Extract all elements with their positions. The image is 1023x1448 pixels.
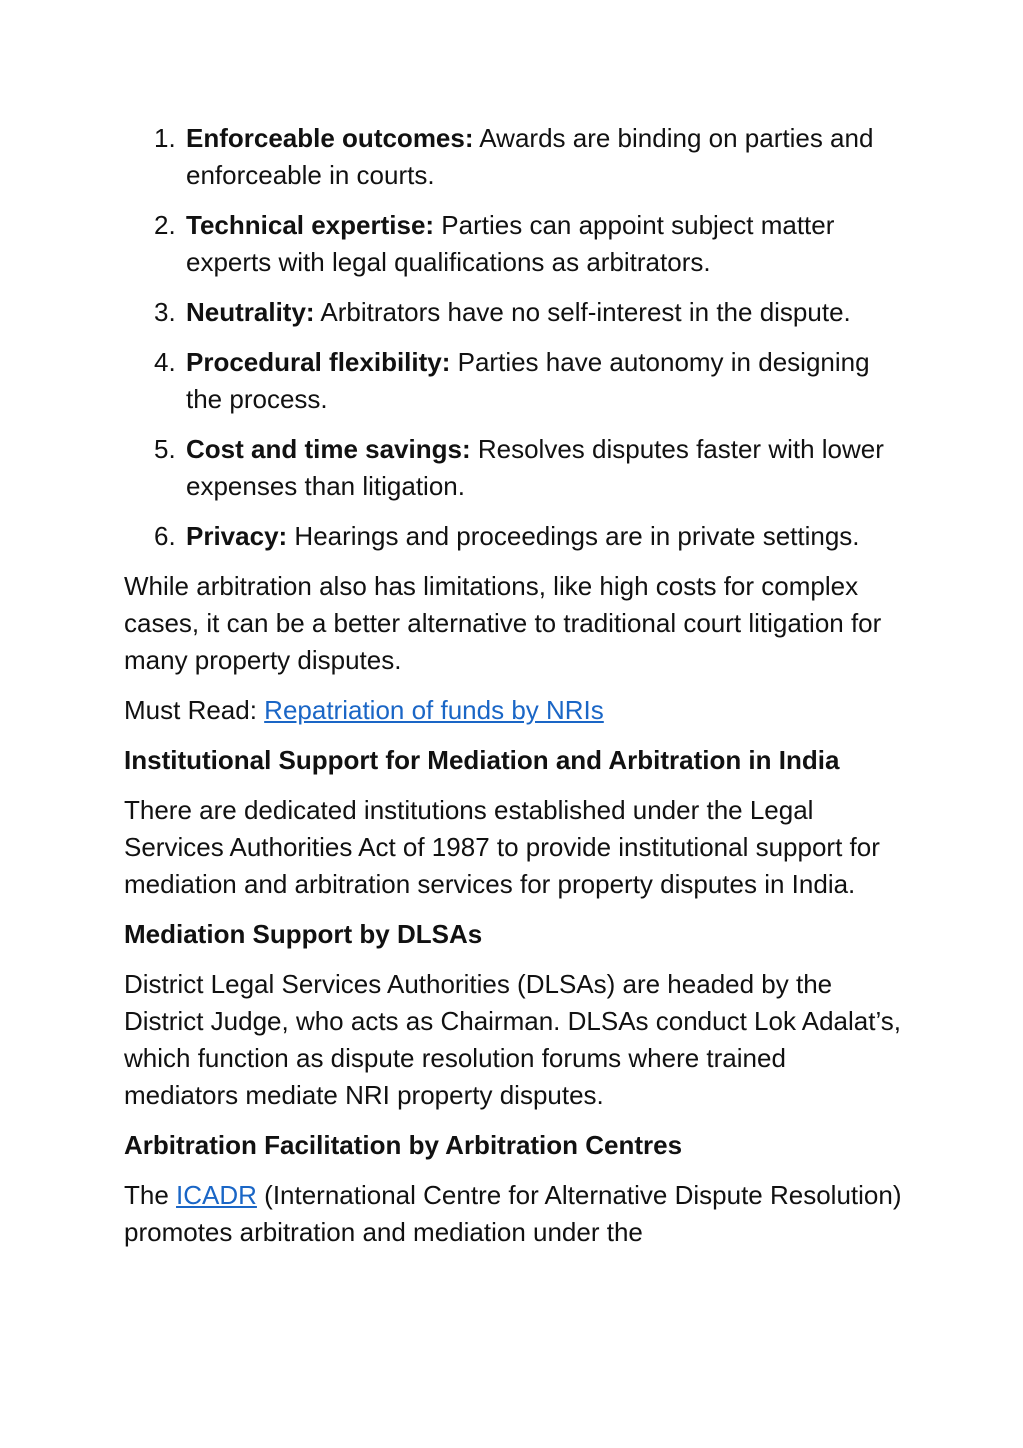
list-item [124,518,904,555]
list-item-text: Hearings and proceedings are in private settings. [287,521,860,551]
list-item [124,120,904,194]
limitations-paragraph: While arbitration also has limitations, like high costs for complex cases, it can be a better alternative to traditional court litigation for many property disputes. [124,571,882,675]
list-item-text: Parties can appoint subject matter experts with legal qualifications as arbitrators. [186,210,835,277]
document-page [124,120,904,1264]
list-item-title: Neutrality: [186,297,315,327]
list-item [124,207,904,281]
list-number: 2. [154,210,176,240]
arbitration-suffix: (International Centre for Alternative Dispute Resolution) promotes arbitration and mediation under the [124,1180,902,1247]
must-read-line [124,692,904,729]
list-item-title: Privacy: [186,521,288,551]
list-item-text: Arbitrators have no self-interest in the dispute. [314,297,851,327]
must-read-label: Must Read: [124,695,265,725]
institutional-support-heading: Institutional Support for Mediation and Arbitration in India [124,745,840,775]
list-item-text: Parties have autonomy in designing the process. [186,347,870,414]
list-number: 5. [154,434,176,464]
list-number: 3. [154,297,176,327]
list-item-text: Resolves disputes faster with lower expenses than litigation. [186,434,884,501]
list-item-title: Procedural flexibility: [186,347,451,377]
list-item [124,344,904,418]
list-number: 6. [154,521,176,551]
dlsa-heading: Mediation Support by DLSAs [124,919,483,949]
icadr-link[interactable]: ICADR [176,1180,257,1210]
list-item-text: Awards are binding on parties and enforceable in courts. [186,123,874,190]
arbitration-centres-paragraph [124,1177,904,1251]
list-item-title: Cost and time savings: [186,434,471,464]
arbitration-centres-heading: Arbitration Facilitation by Arbitration Centres [124,1130,683,1160]
list-item [124,431,904,505]
list-item-title: Enforceable outcomes: [186,123,474,153]
institutional-support-paragraph: There are dedicated institutions established under the Legal Services Authorities Act of 1987 to provide institutional support for mediation and arbitration services for property disputes in India. [124,795,880,899]
benefits-list [124,120,904,555]
list-item-title: Technical expertise: [186,210,435,240]
list-number: 1. [154,123,176,153]
arbitration-prefix: The [124,1180,177,1210]
repatriation-link[interactable]: Repatriation of funds by NRIs [264,695,604,725]
list-item [124,294,904,331]
dlsa-paragraph: District Legal Services Authorities (DLSAs) are headed by the District Judge, who acts as Chairman. DLSAs conduct Lok Adalat’s, which function as dispute resolution forums where trained mediators mediate NRI property disputes. [124,969,902,1110]
list-number: 4. [154,347,176,377]
